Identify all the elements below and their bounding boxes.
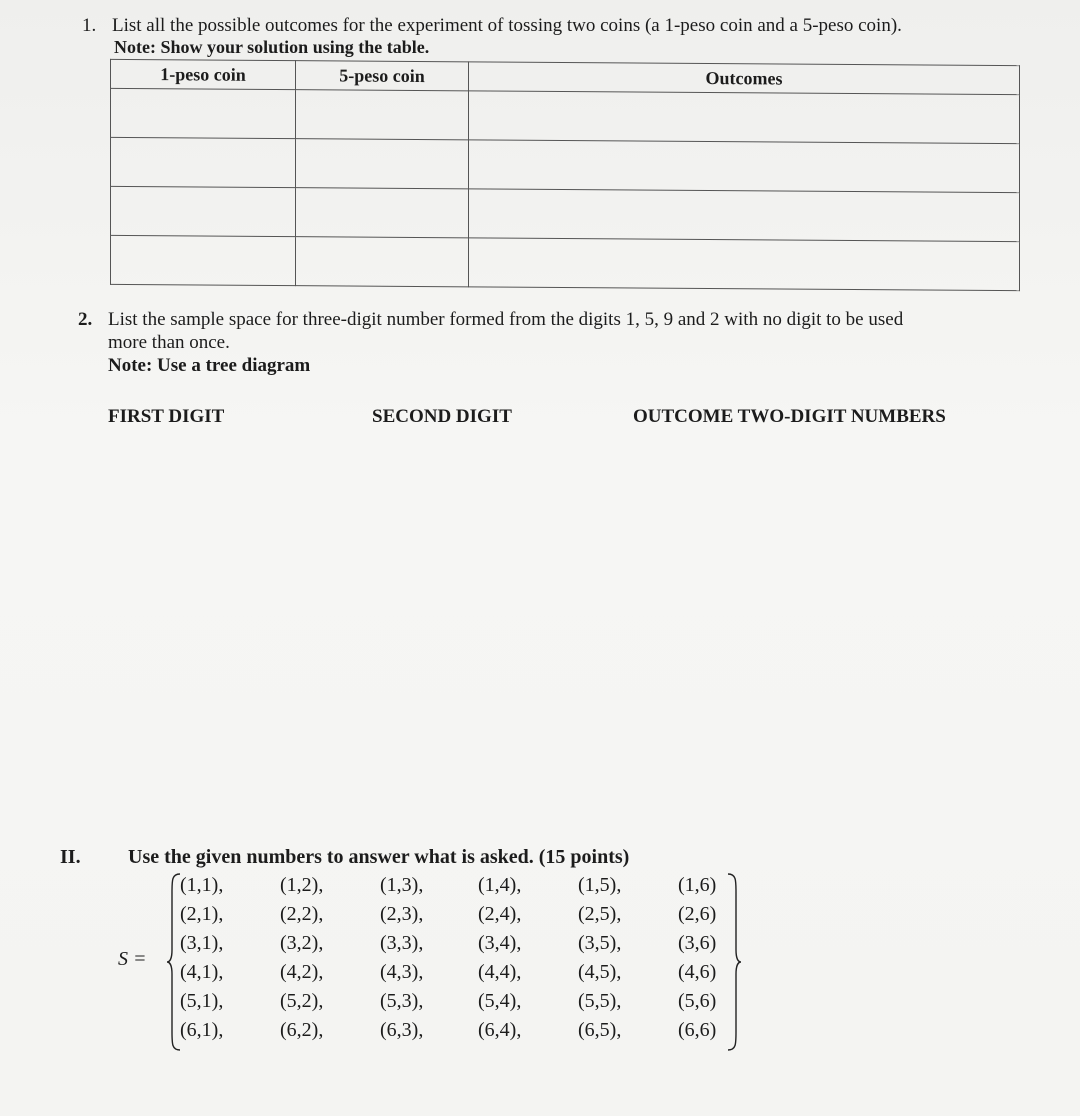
ordered-pair: (1,4), xyxy=(478,874,522,896)
ordered-pair: (5,2), xyxy=(280,990,324,1012)
question-2-text-line1: List the sample space for three-digit number formed from the digits 1, 5, 9 and 2 with no digit to be used xyxy=(108,309,904,330)
ordered-pair: (4,3), xyxy=(380,961,424,983)
ordered-pair: (5,4), xyxy=(478,990,522,1012)
ordered-pair: (2,2), xyxy=(280,903,324,925)
ordered-pair: (6,1), xyxy=(180,1019,224,1041)
ordered-pair: (5,5), xyxy=(578,990,622,1012)
ordered-pair: (1,1), xyxy=(180,874,224,896)
table-cell[interactable] xyxy=(296,237,469,287)
ordered-pair: (5,6) xyxy=(678,990,717,1012)
set-label: S = xyxy=(118,948,147,970)
second-digit-header: SECOND DIGIT xyxy=(372,406,512,427)
table-row xyxy=(111,137,1020,192)
table-row xyxy=(111,235,1020,290)
table-cell[interactable] xyxy=(111,235,296,285)
question-1 xyxy=(82,14,1042,57)
ordered-pair: (2,1), xyxy=(180,903,224,925)
ordered-pair: (3,1), xyxy=(180,932,224,954)
table-cell[interactable] xyxy=(469,91,1020,144)
table-row xyxy=(111,186,1020,241)
coin-outcomes-table xyxy=(110,59,1020,291)
outcome-header: OUTCOME TWO-DIGIT NUMBERS xyxy=(633,406,946,427)
ordered-pair: (1,5), xyxy=(578,874,622,896)
table-cell[interactable] xyxy=(469,238,1020,291)
ordered-pair: (2,5), xyxy=(578,903,622,925)
ordered-pair: (2,4), xyxy=(478,903,522,925)
ordered-pair: (1,3), xyxy=(380,874,424,896)
table-cell[interactable] xyxy=(296,188,469,238)
question-1-note: Note: Show your solution using the table. xyxy=(114,37,430,57)
table-cell[interactable] xyxy=(111,137,296,187)
question-1-number: 1. xyxy=(82,15,97,36)
ordered-pair: (3,4), xyxy=(478,932,522,954)
question-2-number: 2. xyxy=(78,309,93,330)
header-outcomes: Outcomes xyxy=(469,62,1020,95)
first-digit-header: FIRST DIGIT xyxy=(108,406,225,427)
ordered-pair: (3,5), xyxy=(578,932,622,954)
ordered-pair: (6,5), xyxy=(578,1019,622,1041)
ordered-pair: (5,1), xyxy=(180,990,224,1012)
ordered-pair: (4,5), xyxy=(578,961,622,983)
section-2-instruction: Use the given numbers to answer what is asked. (15 points) xyxy=(128,846,630,868)
table-cell[interactable] xyxy=(469,140,1020,193)
ordered-pair: (2,6) xyxy=(678,903,717,925)
sample-space-set xyxy=(118,872,758,1062)
ordered-pair: (6,2), xyxy=(280,1019,324,1041)
table-cell[interactable] xyxy=(111,186,296,236)
ordered-pair: (3,6) xyxy=(678,932,717,954)
table-cell[interactable] xyxy=(469,189,1020,242)
right-brace-icon xyxy=(726,872,742,1052)
ordered-pair: (2,3), xyxy=(380,903,424,925)
ordered-pair: (1,2), xyxy=(280,874,324,896)
ordered-pair: (5,3), xyxy=(380,990,424,1012)
ordered-pair: (4,1), xyxy=(180,961,224,983)
ordered-pair: (6,6) xyxy=(678,1019,717,1041)
header-5-peso-coin: 5-peso coin xyxy=(296,61,469,91)
table-cell[interactable] xyxy=(296,139,469,189)
ordered-pair: (6,3), xyxy=(380,1019,424,1041)
header-1-peso-coin: 1-peso coin xyxy=(111,59,296,89)
question-2-note: Note: Use a tree diagram xyxy=(108,355,311,376)
table-cell[interactable] xyxy=(111,88,296,138)
section-2-roman: II. xyxy=(60,846,81,868)
table-row xyxy=(111,88,1020,143)
ordered-pair: (1,6) xyxy=(678,874,717,896)
ordered-pair: (3,3), xyxy=(380,932,424,954)
question-2 xyxy=(78,308,1038,377)
ordered-pair: (4,6) xyxy=(678,961,717,983)
ordered-pair: (6,4), xyxy=(478,1019,522,1041)
table-cell[interactable] xyxy=(296,90,469,140)
ordered-pair: (4,4), xyxy=(478,961,522,983)
ordered-pair: (4,2), xyxy=(280,961,324,983)
question-1-text: List all the possible outcomes for the experiment of tossing two coins (a 1-peso coin and a 5-peso coin). xyxy=(112,15,902,36)
ordered-pair: (3,2), xyxy=(280,932,324,954)
question-2-text-line2: more than once. xyxy=(108,332,230,353)
